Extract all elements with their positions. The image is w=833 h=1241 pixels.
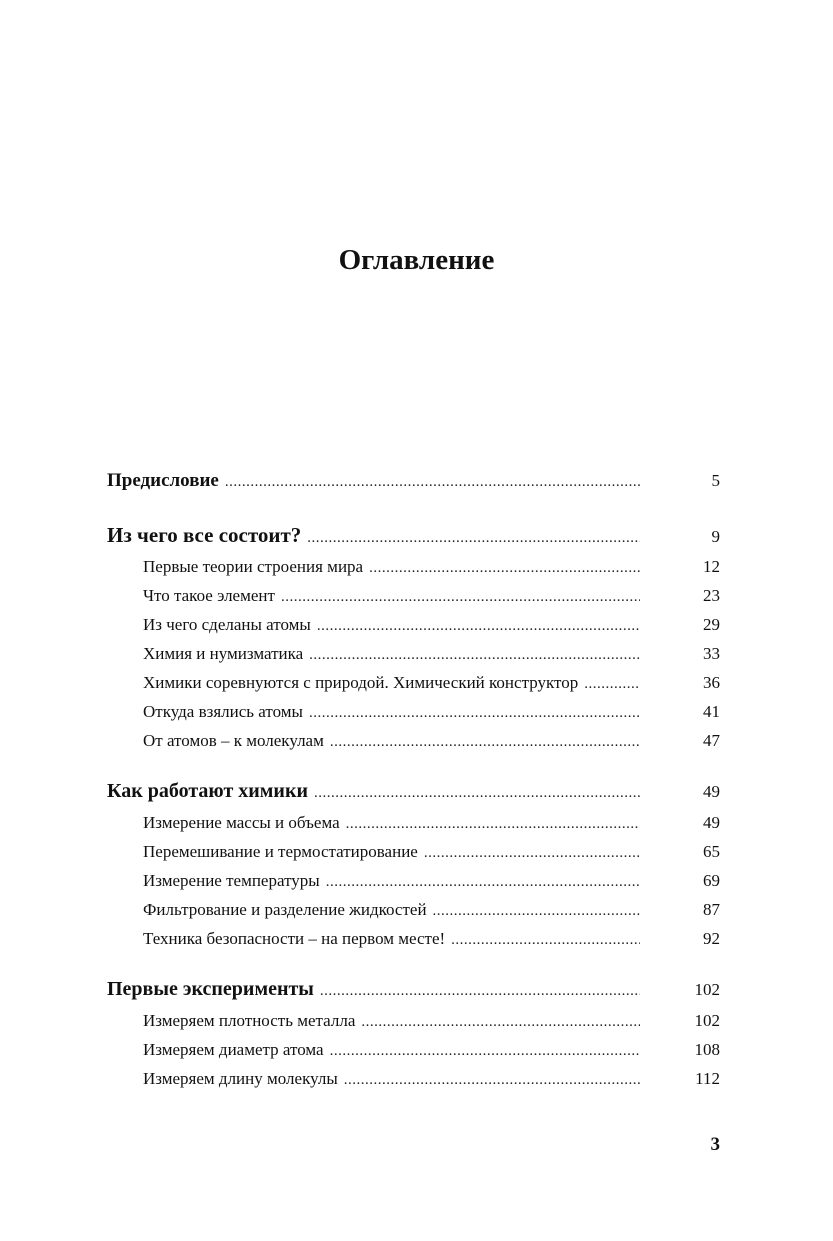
- toc-chapter-page: 102: [694, 980, 720, 999]
- toc-subentry-page: 65: [703, 842, 720, 861]
- toc-subentry[interactable]: [107, 895, 720, 924]
- toc-subentry-title: Перемешивание и термостатирование: [143, 842, 418, 861]
- toc-subentry-title: Откуда взялись атомы: [143, 702, 303, 721]
- toc-subentry-title: Что такое элемент: [143, 586, 275, 605]
- page-number: 3: [710, 1134, 720, 1155]
- toc-subentry[interactable]: [107, 639, 720, 668]
- toc-subentry-title: Измерение температуры: [143, 871, 320, 890]
- toc-leader-dots: [445, 926, 640, 955]
- toc-leader-dots: [308, 777, 640, 810]
- toc-subentry[interactable]: [107, 697, 720, 726]
- toc-leader-dots: [303, 699, 640, 728]
- toc-chapter-title: Первые эксперименты: [107, 978, 314, 1000]
- toc-section-chapter-2: [107, 775, 720, 953]
- toc-subentry[interactable]: [107, 726, 720, 755]
- toc-section-chapter-1: [107, 519, 720, 755]
- toc-subentry-page: 112: [695, 1069, 720, 1088]
- toc-subentry-page: 33: [703, 644, 720, 663]
- toc-subentry[interactable]: [107, 808, 720, 837]
- toc-subentry[interactable]: [107, 1064, 720, 1093]
- toc-leader-dots: [320, 868, 640, 897]
- toc-subentry-title: Измеряем плотность металла: [143, 1011, 356, 1030]
- toc-subentry[interactable]: [107, 552, 720, 581]
- toc-subentry-title: Измеряем длину молекулы: [143, 1069, 338, 1088]
- toc-subentry-page: 23: [703, 586, 720, 605]
- toc-leader-dots: [301, 522, 640, 555]
- toc-subentry[interactable]: [107, 581, 720, 610]
- toc-chapter-2[interactable]: [107, 775, 720, 808]
- toc-subentry[interactable]: [107, 866, 720, 895]
- toc-subentry-page: 41: [703, 702, 720, 721]
- toc-subentry-title: Фильтрование и разделение жидкостей: [143, 900, 427, 919]
- page-title: Оглавление: [338, 244, 495, 276]
- toc-subentry-page: 49: [703, 813, 720, 832]
- toc-leader-dots: [219, 466, 640, 499]
- table-of-contents: [107, 464, 720, 1113]
- toc-subentry-page: 12: [703, 557, 720, 576]
- toc-chapter-page: 9: [711, 527, 720, 546]
- toc-subentry[interactable]: [107, 924, 720, 953]
- toc-leader-dots: [338, 1066, 640, 1095]
- toc-entry-preface[interactable]: [107, 464, 720, 497]
- toc-leader-dots: [324, 1037, 640, 1066]
- toc-entry-title: Предисловие: [107, 470, 219, 491]
- toc-leader-dots: [303, 641, 640, 670]
- toc-leader-dots: [427, 897, 640, 926]
- toc-subentry-page: 102: [694, 1011, 720, 1030]
- toc-chapter-title: Из чего все состоит?: [107, 523, 302, 547]
- toc-subentry[interactable]: [107, 610, 720, 639]
- toc-subentry-title: Первые теории строения мира: [143, 557, 364, 576]
- toc-subentry-page: 92: [703, 929, 720, 948]
- toc-leader-dots: [340, 810, 640, 839]
- toc-subentry-page: 87: [703, 900, 720, 919]
- toc-leader-dots: [275, 583, 640, 612]
- toc-leader-dots: [314, 975, 640, 1008]
- toc-leader-dots: [324, 728, 640, 757]
- toc-leader-dots: [578, 670, 640, 699]
- toc-subentry[interactable]: [107, 1006, 720, 1035]
- toc-chapter-page: 49: [703, 782, 720, 801]
- toc-entry-page: 5: [711, 471, 720, 490]
- toc-subentry-title: Из чего сделаны атомы: [143, 615, 311, 634]
- toc-subentry-title: От атомов – к молекулам: [143, 731, 324, 750]
- toc-subentry-page: 108: [694, 1040, 720, 1059]
- toc-subentry-title: Химики соревнуются с природой. Химический конструктор: [143, 673, 579, 692]
- toc-subentry[interactable]: [107, 1035, 720, 1064]
- toc-subentry-title: Измеряем диаметр атома: [143, 1040, 324, 1059]
- toc-chapter-3[interactable]: [107, 973, 720, 1006]
- toc-subentry-page: 29: [703, 615, 720, 634]
- toc-subentry-title: Химия и нумизматика: [143, 644, 304, 663]
- toc-subentry-page: 47: [703, 731, 720, 750]
- toc-section-chapter-3: [107, 973, 720, 1093]
- toc-subentry-title: Техника безопасности – на первом месте!: [143, 929, 446, 948]
- toc-subentry-title: Измерение массы и объема: [143, 813, 340, 832]
- toc-section-preface: [107, 464, 720, 497]
- toc-subentry-page: 69: [703, 871, 720, 890]
- toc-leader-dots: [363, 554, 640, 583]
- toc-chapter-title: Как работают химики: [107, 780, 308, 802]
- toc-subentry-page: 36: [703, 673, 720, 692]
- toc-leader-dots: [311, 612, 640, 641]
- toc-subentry[interactable]: [107, 837, 720, 866]
- toc-leader-dots: [418, 839, 640, 868]
- toc-subentry[interactable]: [107, 668, 720, 697]
- toc-chapter-1[interactable]: [107, 519, 720, 552]
- toc-leader-dots: [355, 1008, 640, 1037]
